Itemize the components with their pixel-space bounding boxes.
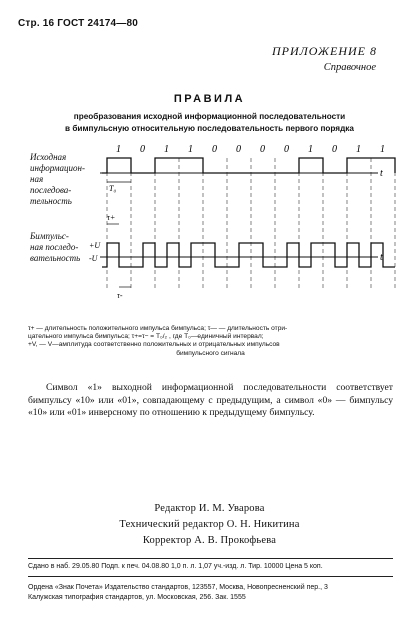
appendix-title: ПРИЛОЖЕНИЕ 8 xyxy=(272,44,377,58)
publisher-line-1: Ордена «Знак Почета» Издательство стандартов, 123557, Москва, Новопресненский пер., 3 xyxy=(28,584,328,591)
minus-v-label: -U xyxy=(89,254,98,263)
biphase-waveform xyxy=(102,243,395,267)
bit-label: 0 xyxy=(236,144,241,155)
bit-label: 1 xyxy=(356,144,361,155)
bit-label: 1 xyxy=(380,144,385,155)
bit-label: 0 xyxy=(140,144,145,155)
rule-paragraph: Символ «1» выходной информационной последовательности соответствует бимпульсу «10» или «01», совпадающему с предыдущим, а символ «0» — бимпульсу «10» или «01» инверсному по отношению к предыдущему бимпульсу. xyxy=(28,382,393,418)
bit-label: 0 xyxy=(260,144,265,155)
t0-label: T₀ xyxy=(109,184,117,193)
timing-diagram xyxy=(0,138,419,318)
print-info: Сдано в наб. 29.05.80 Подп. к печ. 04.08.80 1,0 п. л. 1,07 уч.-изд. л. Тир. 10000 Цена 5 коп. xyxy=(28,563,323,570)
bit-label: 1 xyxy=(188,144,193,155)
tau-plus-label: τ+ xyxy=(107,213,116,222)
rules-subtitle-1: преобразования исходной информационной последовательности xyxy=(73,112,346,121)
rules-subtitle-2: в бимпульсную относительную последовательность первого порядка xyxy=(65,124,354,133)
corrector-line: Корректор А. В. Прокофьева xyxy=(142,535,277,546)
source-waveform xyxy=(102,158,395,173)
source-t-label: t xyxy=(380,168,383,179)
page-header: Стр. 16 ГОСТ 24174—80 xyxy=(18,18,138,29)
dashed-gridlines xyxy=(107,158,395,288)
divider xyxy=(28,558,393,559)
tech-editor-line: Технический редактор О. Н. Никитина xyxy=(119,519,300,530)
plus-v-label: +U xyxy=(89,241,101,250)
rules-title: ПРАВИЛА xyxy=(173,93,246,105)
appendix-kind: Справочное xyxy=(323,62,376,73)
biphase-t-label: t xyxy=(380,252,383,263)
bit-labels xyxy=(116,144,385,155)
tau-minus-label: τ- xyxy=(117,291,123,300)
source-sequence-label: Исходная информацион- ная последова- тельность xyxy=(30,152,85,206)
bit-label: 0 xyxy=(284,144,289,155)
diagram-legend: τ+ — длительность положительного импульса бимпульса; τ— — длительность отри- цательного импульса бимпульса; τ+=τ− = T₀/₂ , где T₀—единичный интервал; +V, — V—амплитуда соответственно положительных и отрицательных импульсов бимпульсного сигнала xyxy=(28,325,288,357)
editor-line: Редактор И. М. Уварова xyxy=(154,503,265,514)
publisher-line-2: Калужская типография стандартов, ул. Московская, 256. Зак. 1555 xyxy=(28,594,246,601)
biphase-sequence-label: Бимпульс- ная последо- вательность xyxy=(30,231,81,263)
bit-label: 1 xyxy=(116,144,121,155)
bit-label: 1 xyxy=(308,144,313,155)
divider xyxy=(28,576,393,577)
bit-label: 1 xyxy=(164,144,169,155)
bit-label: 0 xyxy=(332,144,337,155)
bit-label: 0 xyxy=(212,144,217,155)
